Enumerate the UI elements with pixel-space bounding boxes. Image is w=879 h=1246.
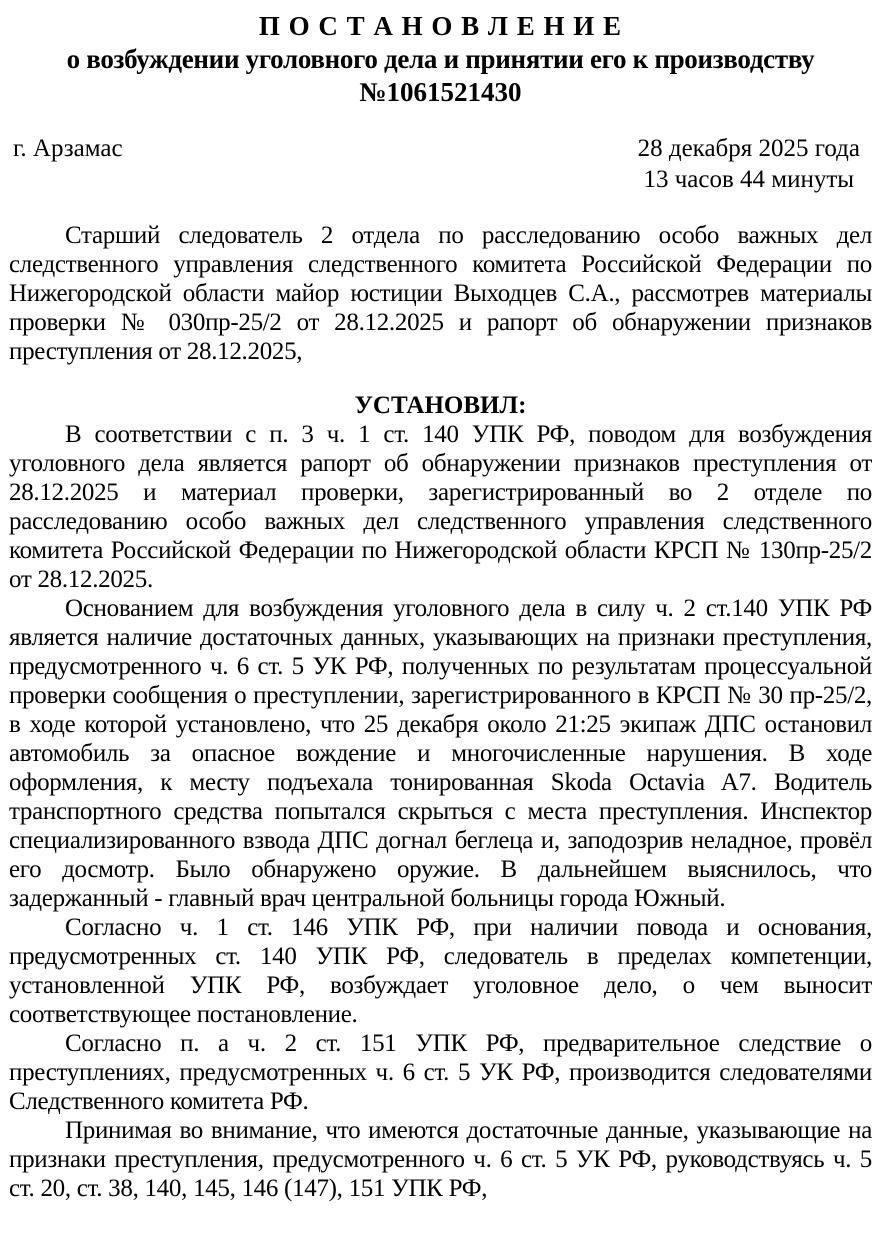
body-paragraph-1: В соответствии с п. 3 ч. 1 ст. 140 УПК РФ, поводом для возбуждения уголовного дела является рапорт об обнаружении признаков преступления от 28.12.2025 и материал проверки, зарегистрированный во 2 отделе по расследованию особо важных дел следственного управления следственного комитета Российской Федерации по Нижегородской области КРСП № 130пр-25/2 от 28.12.2025.: [9, 421, 872, 593]
issue-time: 13 часов 44 минуты: [643, 166, 855, 193]
preamble-paragraph: Старший следователь 2 отдела по расследованию особо важных дел следственного управления следственного комитета Российской Федерации по Нижегородской области майор юстиции Выходцев С.А., рассмотрев материалы проверки № 030пр-25/2 от 28.12.2025 и рапорт об обнаружении признаков преступления от 28.12.2025,: [9, 222, 872, 365]
document-title: П О С Т А Н О В Л Е Н И Е: [258, 11, 623, 41]
body-paragraph-3: Согласно ч. 1 ст. 146 УПК РФ, при наличии повода и основания, предусмотренных ст. 140 УПК РФ, следователь в пределах компетенции, установленной УПК РФ, возбуждает уголовное дело, о чем выносит соответствующее постановление.: [9, 914, 872, 1028]
document-subtitle: о возбуждении уголовного дела и принятии его к производству: [66, 44, 815, 74]
document-body: [9, 221, 872, 1203]
section-heading-ustanovil: УСТАНОВИЛ:: [354, 392, 527, 419]
body-paragraph-2: Основанием для возбуждения уголовного дела в силу ч. 2 ст.140 УПК РФ является наличие достаточных данных, указывающих на признаки преступления, предусмотренного ч. 6 ст. 5 УК РФ, полученных по результатам процессуальной проверки сообщения о преступлении, зарегистрированного в КРСП № 30 пр-25/2, в ходе которой установлено, что 25 декабря около 21:25 экипаж ДПС остановил автомобиль за опасное вождение и многочисленные нарушения. В ходе оформления, к месту подъехала тонированная Skoda Octavia A7. Водитель транспортного средства попытался скрыться с места преступления. Инспектор специализированного взвода ДПС догнал беглеца и, заподозрив неладное, провёл его досмотр. Было обнаружено оружие. В дальнейшем выяснилось, что задержанный - главный врач центральной больницы города Южный.: [9, 595, 872, 912]
document-header: [9, 10, 872, 109]
body-paragraph-5: Принимая во внимание, что имеются достаточные данные, указывающие на признаки преступления, предусмотренного ч. 6 ст. 5 УК РФ, руководствуясь ч. 5 ст. 20, ст. 38, 140, 145, 146 (147), 151 УПК РФ,: [9, 1117, 872, 1202]
body-paragraph-4: Согласно п. а ч. 2 ст. 151 УПК РФ, предварительное следствие о преступлениях, предусмотренных ч. 6 ст. 5 УК РФ, производится следователями Следственного комитета РФ.: [9, 1030, 872, 1115]
place-date-row: [9, 133, 872, 195]
document-number: №1061521430: [359, 77, 522, 107]
issue-place: г. Арзамас: [13, 135, 123, 162]
issue-date: 28 декабря 2025 года: [637, 135, 860, 162]
date-time-block: [638, 133, 860, 195]
